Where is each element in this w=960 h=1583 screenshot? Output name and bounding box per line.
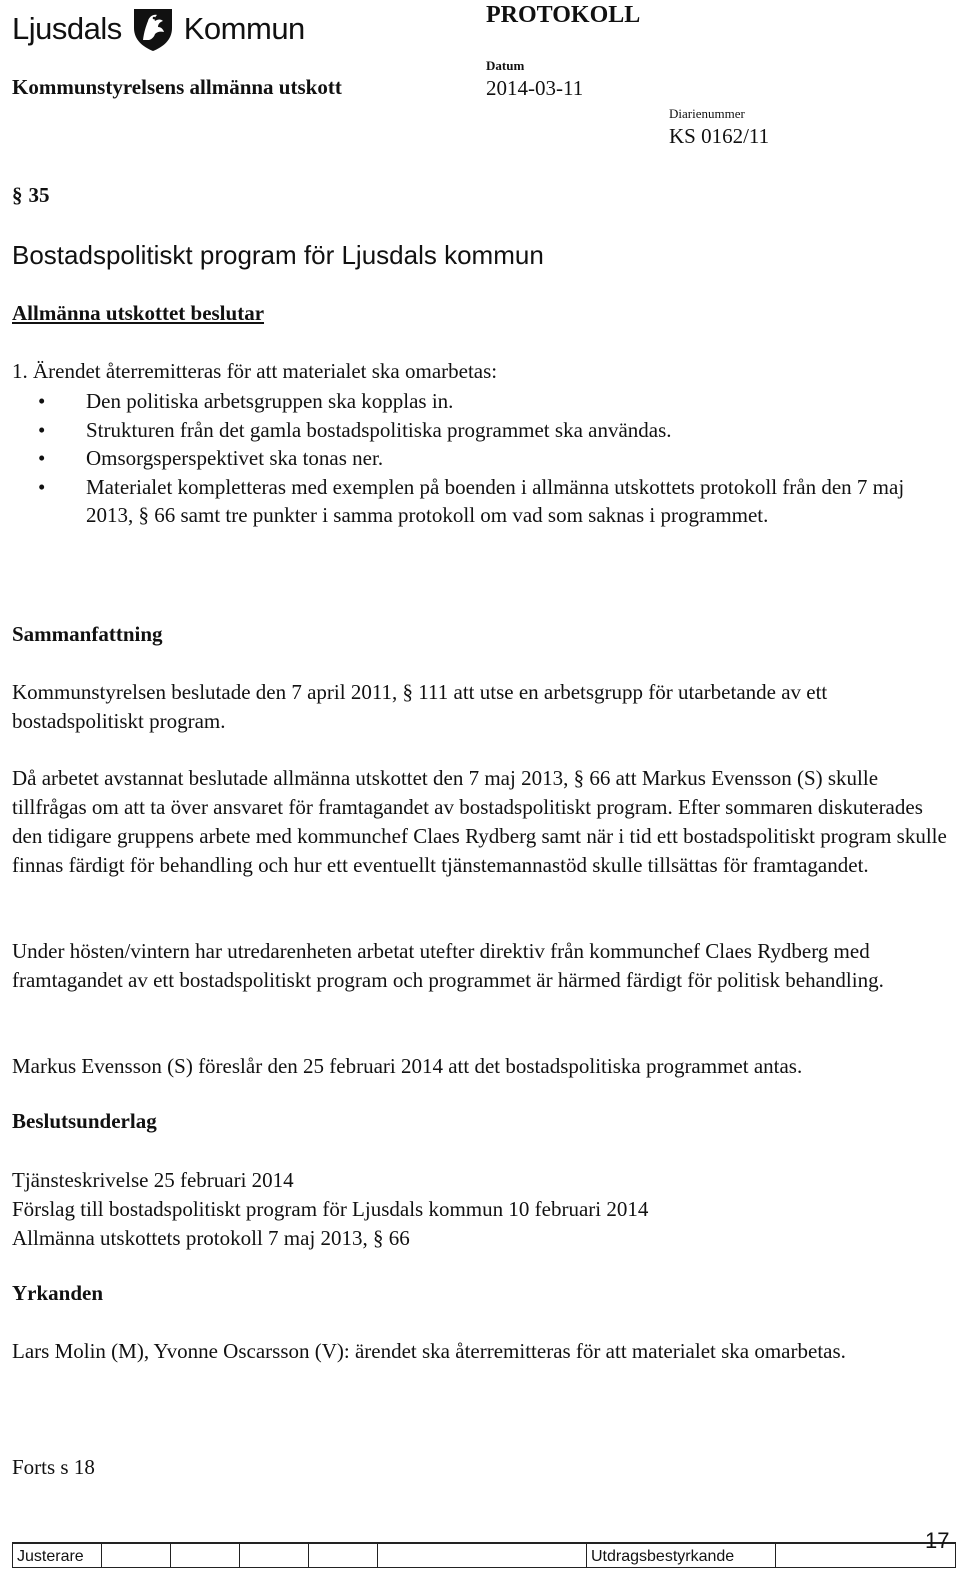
summary-paragraph-2: Då arbetet avstannat beslutade allmänna utskottet den 7 maj 2013, § 66 att Markus Evensson (S) skulle tillfrågas om att ta över ansvaret för framtagandet av bostadspolitiskt program. Efter sommaren diskuterades den tidigare gruppens arbete med kommunchef Claes Rydberg samt när i tid ett bostadspolitiskt program skulle finnas färdigt för behandling och hur ett eventuellt tjänstemannastöd skulle tillsättas för framtagandet. [12,766,947,877]
logo-text-left: Ljusdals [12,11,122,46]
decision-item-1: 1. Ärendet återremitteras för att materialet ska omarbetas: [12,359,498,383]
bullet-icon: • [38,389,46,413]
summary-paragraph-3: Under hösten/vintern har utredarenheten arbetat utefter direktiv från kommunchef Claes Rydberg med framtagandet av ett bostadspolitiskt program och programmet är härmed färdigt för politisk behandling. [12,939,884,992]
continued-note: Forts s 18 [12,1455,95,1479]
page-number: 17 [925,1528,950,1553]
summary-heading: Sammanfattning [12,622,163,646]
basis-line-1: Tjänsteskrivelse 25 februari 2014 [12,1168,294,1192]
list-item: • Den politiska arbetsgruppen ska kopplas in. [38,387,953,416]
basis-heading: Beslutsunderlag [12,1109,157,1133]
logo-text-right: Kommun [183,11,305,46]
date-label: Datum [486,58,525,73]
section-number [12,183,50,208]
motions-heading: Yrkanden [12,1281,104,1305]
basis-line-2: Förslag till bostadspolitiskt program för Ljusdals kommun 10 februari 2014 [12,1197,649,1221]
decision-heading: Allmänna utskottet beslutar [12,301,265,325]
bullet-icon: • [38,417,46,442]
section-number-value: 35 [28,183,50,207]
basis-line-3: Allmänna utskottets protokoll 7 maj 2013, § 66 [12,1226,410,1250]
summary-paragraph-1: Kommunstyrelsen beslutade den 7 april 2011, § 111 att utse en arbetsgrupp för utarbetande av ett bostadspolitiskt program. [12,680,828,733]
date-value: 2014-03-11 [486,76,584,100]
justerare-label: Justerare [13,1544,102,1568]
page-title: Bostadspolitiskt program för Ljusdals kommun [12,240,544,270]
justerare-cell-5 [378,1544,587,1568]
municipality-logo [12,6,305,52]
bullet-icon: • [38,446,46,471]
justerare-cell-1 [102,1544,171,1568]
coat-of-arms-icon [130,6,176,52]
list-item: • Strukturen från det gamla bostadspolitiska programmet ska användas. [38,416,953,445]
decision-bullet-list [38,387,953,530]
list-item: • Materialet kompletteras med exemplen på boenden i allmänna utskottets protokoll från den 7 maj 2013, § 66 samt tre punkter i samma protokoll om vad som saknas i programmet. [38,474,905,528]
registry-number-value: KS 0162/11 [669,124,770,148]
justerare-cell-2 [171,1544,240,1568]
justerare-cell-3 [240,1544,309,1568]
list-item: • Omsorgsperspektivet ska tonas ner. [38,444,953,473]
registry-number-label: Diarienummer [669,106,745,121]
bullet-icon: • [38,474,46,499]
motions-text: Lars Molin (M), Yvonne Oscarsson (V): ärendet ska återremitteras för att materialet ska omarbetas. [12,1339,846,1363]
committee-name: Kommunstyrelsens allmänna utskott [12,75,342,99]
justerare-cell-4 [309,1544,378,1568]
document-type: PROTOKOLL [486,2,641,28]
signature-footer [12,1542,956,1568]
section-symbol: § [12,183,23,207]
summary-paragraph-4: Markus Evensson (S) föreslår den 25 februari 2014 att det bostadspolitiska programmet antas. [12,1054,803,1078]
utdrag-label: Utdragsbestyrkande [587,1544,776,1568]
